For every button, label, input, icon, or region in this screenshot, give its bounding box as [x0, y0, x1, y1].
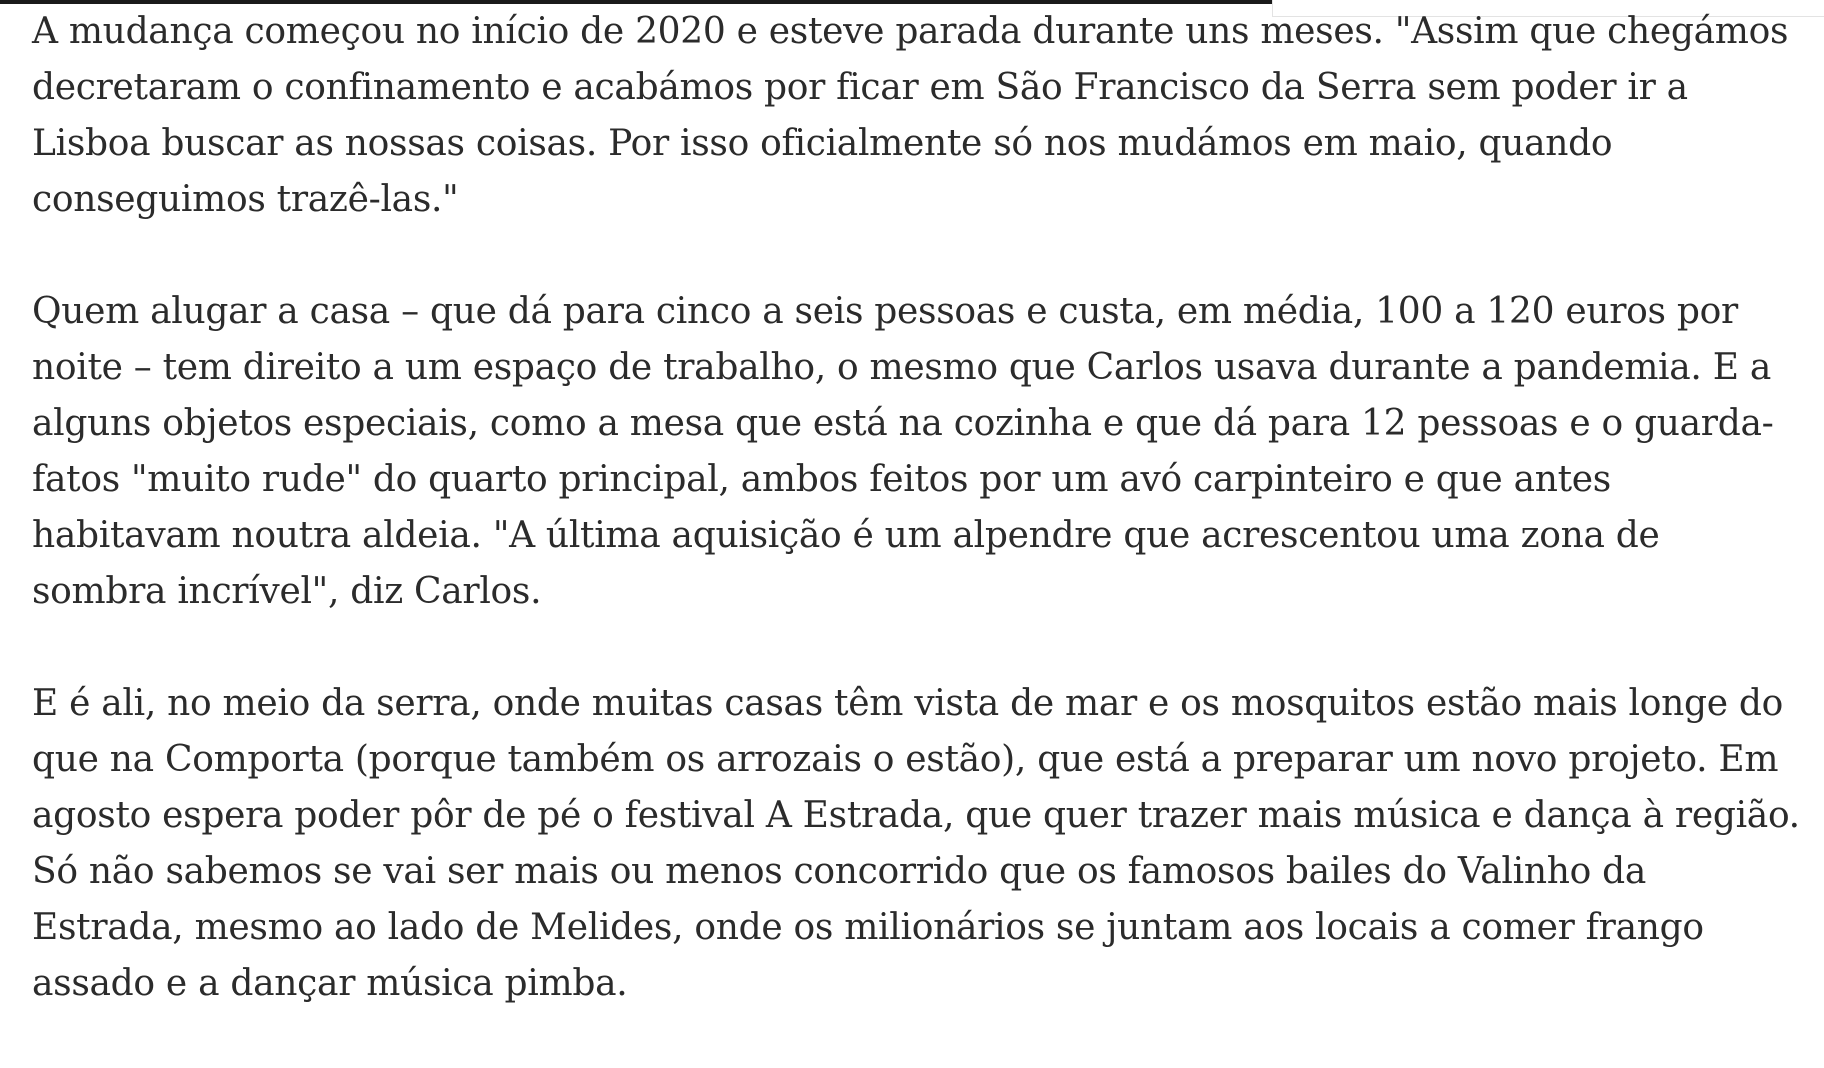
paragraph-2: Quem alugar a casa – que dá para cinco a seis pessoas e custa, em média, 100 a 120 euros por noite – tem direito a um espaço de trabalho, o mesmo que Carlos usava durante a pandemia. E a alguns objetos especiais, como a mesa que está na cozinha e que dá para 12 pessoas e o guarda-fatos "muito rude" do quarto principal, ambos feitos por um avó carpinteiro e que antes habitavam noutra aldeia. "A última aquisição é um alpendre que acrescentou uma zona de sombra incrível", diz Carlos. — [32, 291, 1774, 612]
article-body — [32, 4, 1802, 1068]
paragraph-3: E é ali, no meio da serra, onde muitas casas têm vista de mar e os mosquitos estão mais longe do que na Comporta (porque também os arrozais o estão), que está a preparar um novo projeto. Em agosto espera poder pôr de pé o festival A Estrada, que quer trazer mais música e dança à região. Só não sabemos se vai ser mais ou menos concorrido que os famosos bailes do Valinho da Estrada, mesmo ao lado de Melides, onde os milionários se juntam aos locais a comer frango assado e a dançar música pimba. — [32, 683, 1800, 1004]
paragraph-1: A mudança começou no início de 2020 e esteve parada durante uns meses. "Assim que chegámos decretaram o confinamento e acabámos por ficar em São Francisco da Serra sem poder ir a Lisboa buscar as nossas coisas. Por isso oficialmente só nos mudámos em maio, quando conseguimos trazê-las." — [32, 11, 1789, 220]
